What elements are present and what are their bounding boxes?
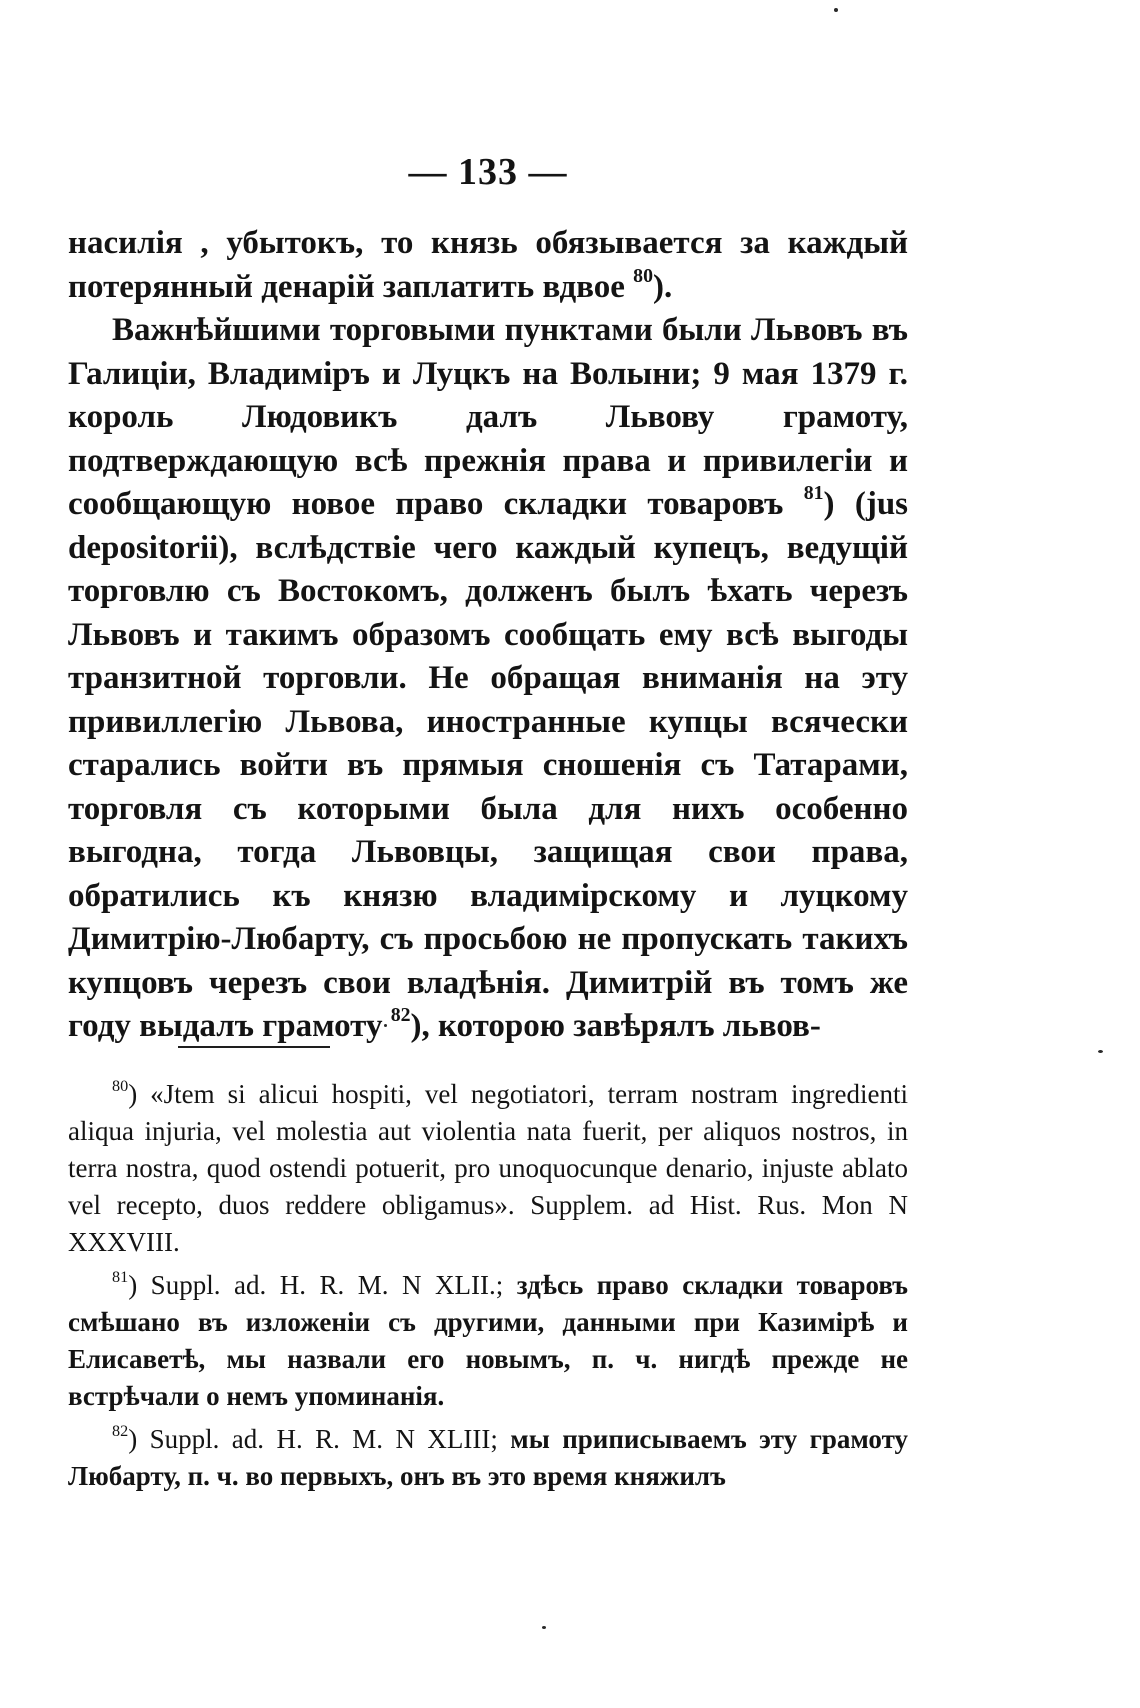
footnote-separator bbox=[178, 1046, 330, 1048]
footnote-mark: 82 bbox=[112, 1421, 129, 1440]
paragraph-trade-points bbox=[68, 309, 908, 1049]
paragraph-1-end: ). bbox=[652, 268, 673, 305]
footnote-text: здѣсь право складки товаровъ смѣшано въ изложеніи съ другими, данными при Казимірѣ и Елисаветѣ, мы назвали его новымъ, п. ч. нигдѣ прежде не встрѣчали о немъ упоминанія. bbox=[68, 1270, 908, 1411]
footnote-ref-81: 81 bbox=[803, 482, 824, 505]
paragraph-2-text-b: ) (jus depositorii), вслѣдствіе чего каждый купецъ, ведущій торговлю съ Востокомъ, долженъ былъ ѣхать черезъ Львовъ и такимъ образомъ сообщать ему всѣ выгоды транзитной торговли. Не обращая вниманія на эту привиллегію Львова, иностранные купцы всячески старались войти въ прямыя сношенія съ Татарами, торговля съ которыми была для нихъ особенно выгодна, тогда Львовцы, защищая свои права, обратились къ князю владимірскому и луцкому Димитрію-Любарту, съ просьбою не пропускать такихъ купцовъ черезъ свои владѣнія. Димитрій въ томъ же году выдалъ грамоту bbox=[68, 486, 909, 1044]
footnote-text: ) «Jtem si alicui hospiti, vel negotiatori, terram nostram ingredienti aliqua injuria, vel molestia aut violentia nata fuerit, per aliquos nostros, in terra nostra, quod ostendi potuerit, pro unoquocunque denario, injuste ablato vel recepto, duos reddere obligamus». Supplem. ad Hist. Rus. Mon N XXXVIII. bbox=[68, 1079, 908, 1257]
footnotes bbox=[68, 1076, 908, 1501]
footnote-mark: 81 bbox=[112, 1267, 129, 1286]
footnote-80 bbox=[68, 1076, 908, 1261]
print-speck bbox=[834, 8, 838, 12]
print-speck bbox=[384, 1024, 387, 1027]
book-page bbox=[68, 0, 908, 1708]
page-number: — 133 — bbox=[408, 151, 568, 193]
paragraph-2-text-c: ), которою завѣрялъ львов- bbox=[410, 1008, 821, 1044]
footnote-82 bbox=[68, 1421, 908, 1495]
footnote-text: мы приписываемъ эту грамоту Любарту, п. ч. во первыхъ, онъ въ это время княжилъ bbox=[68, 1424, 908, 1491]
paragraph-1-text: насилія , убытокъ, то князь обязывается за каждый потерянный денарій заплатить вдвое bbox=[68, 225, 908, 305]
main-text bbox=[68, 222, 908, 1049]
footnote-ref-82: 82 bbox=[390, 1004, 411, 1027]
footnote-citation: ) Suppl. ad. H. R. M. N XLII.; bbox=[128, 1270, 504, 1300]
print-speck bbox=[542, 1626, 546, 1629]
paragraph-2-text-a: Важнѣйшими торговыми пунктами были Львовъ въ Галиціи, Владиміръ и Луцкъ на Волыни; 9 мая 1379 г. король Людовикъ далъ Львову грамоту, подтверждающую всѣ прежнія права и привилегіи и сообщающую новое право складки товаровъ bbox=[68, 312, 908, 522]
footnote-citation: ) Suppl. ad. H. R. M. N XLIII; bbox=[128, 1424, 498, 1454]
footnote-81 bbox=[68, 1267, 908, 1415]
footnote-ref-80: 80 bbox=[633, 264, 653, 287]
paragraph-continued bbox=[68, 222, 908, 309]
print-speck bbox=[1098, 1050, 1103, 1053]
footnote-mark: 80 bbox=[112, 1076, 129, 1095]
